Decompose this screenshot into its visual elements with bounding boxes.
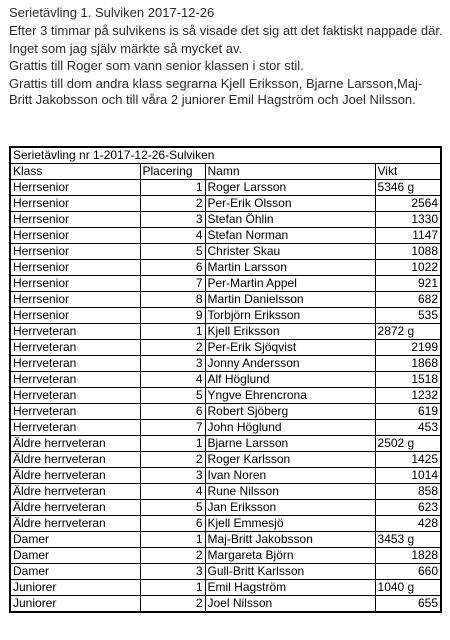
cell-klass: Äldre herrveteran [10, 468, 140, 484]
cell-namn: Alf Höglund [205, 372, 375, 388]
cell-namn: Roger Karlsson [205, 452, 375, 468]
post-line: Efter 3 timmar på sulvikens is så visade det sig att det faktiskt nappade där. [9, 23, 443, 38]
table-row [10, 276, 441, 292]
table-row [10, 452, 441, 468]
cell-vikt: 1330 [375, 212, 441, 228]
cell-klass: Äldre herrveteran [10, 484, 140, 500]
cell-namn: Christer Skau [205, 244, 375, 260]
cell-vikt: 1868 [375, 356, 441, 372]
cell-namn: Martin Danielsson [205, 292, 375, 308]
results-table [9, 146, 442, 613]
cell-placering: 1 [140, 180, 205, 196]
table-row [10, 548, 441, 564]
cell-vikt: 3453 g [375, 532, 441, 548]
cell-klass: Juniorer [10, 580, 140, 596]
cell-vikt: 1022 [375, 260, 441, 276]
cell-placering: 2 [140, 548, 205, 564]
cell-namn: Martin Larsson [205, 260, 375, 276]
cell-vikt: 921 [375, 276, 441, 292]
table-row [10, 340, 441, 356]
post-title: Serietävling 1. Sulviken 2017-12-26 [9, 5, 215, 20]
cell-placering: 6 [140, 404, 205, 420]
cell-klass: Herrveteran [10, 404, 140, 420]
cell-klass: Herrsenior [10, 196, 140, 212]
cell-placering: 6 [140, 260, 205, 276]
table-row [10, 596, 441, 613]
header-vikt: Vikt [375, 164, 441, 180]
cell-namn: Robert Sjöberg [205, 404, 375, 420]
cell-placering: 3 [140, 564, 205, 580]
cell-placering: 7 [140, 276, 205, 292]
cell-placering: 1 [140, 532, 205, 548]
cell-klass: Herrsenior [10, 292, 140, 308]
cell-placering: 4 [140, 484, 205, 500]
table-header-row [10, 164, 441, 180]
cell-placering: 5 [140, 500, 205, 516]
cell-klass: Herrveteran [10, 324, 140, 340]
cell-vikt: 1828 [375, 548, 441, 564]
table-row [10, 420, 441, 436]
table-row [10, 228, 441, 244]
cell-klass: Herrsenior [10, 180, 140, 196]
table-row [10, 372, 441, 388]
cell-placering: 8 [140, 292, 205, 308]
post-line: Grattis till dom andra klass segrarna Kjell Eriksson, Bjarne Larsson,Maj-Britt Jakobsson och till våra 2 juniorer Emil Hagström och Joel Nilsson. [9, 75, 423, 107]
cell-namn: Stefan Öhlin [205, 212, 375, 228]
table-row [10, 532, 441, 548]
header-namn: Namn [205, 164, 375, 180]
cell-namn: Yngve Ehrencrona [205, 388, 375, 404]
header-klass: Klass [10, 164, 140, 180]
cell-klass: Äldre herrveteran [10, 452, 140, 468]
table-row [10, 324, 441, 340]
cell-vikt: 619 [375, 404, 441, 420]
cell-placering: 4 [140, 228, 205, 244]
cell-klass: Herrsenior [10, 228, 140, 244]
table-row [10, 260, 441, 276]
cell-vikt: 1014 [375, 468, 441, 484]
cell-vikt: 1232 [375, 388, 441, 404]
cell-klass: Äldre herrveteran [10, 500, 140, 516]
cell-klass: Herrveteran [10, 356, 140, 372]
cell-namn: Torbjörn Eriksson [205, 308, 375, 324]
cell-klass: Äldre herrveteran [10, 436, 140, 452]
cell-vikt: 2564 [375, 196, 441, 212]
cell-placering: 1 [140, 436, 205, 452]
cell-klass: Damer [10, 532, 140, 548]
cell-klass: Herrsenior [10, 308, 140, 324]
cell-namn: Maj-Britt Jakobsson [205, 532, 375, 548]
cell-placering: 4 [140, 372, 205, 388]
table-row [10, 516, 441, 532]
table-row [10, 468, 441, 484]
cell-placering: 3 [140, 356, 205, 372]
results-table-image [9, 146, 440, 613]
cell-placering: 5 [140, 244, 205, 260]
cell-klass: Herrsenior [10, 244, 140, 260]
table-title: Serietävling nr 1-2017-12-26-Sulviken [10, 147, 375, 164]
table-row [10, 500, 441, 516]
cell-klass: Herrsenior [10, 260, 140, 276]
cell-namn: Emil Hagström [205, 580, 375, 596]
cell-placering: 9 [140, 308, 205, 324]
cell-vikt: 535 [375, 308, 441, 324]
table-row [10, 212, 441, 228]
cell-namn: Rune Nilsson [205, 484, 375, 500]
cell-vikt: 660 [375, 564, 441, 580]
cell-placering: 1 [140, 324, 205, 340]
cell-namn: Kjell Emmesjö [205, 516, 375, 532]
cell-vikt: 2502 g [375, 436, 441, 452]
cell-klass: Herrveteran [10, 388, 140, 404]
cell-placering: 2 [140, 340, 205, 356]
cell-placering: 3 [140, 468, 205, 484]
cell-namn: Per-Erik Sjöqvist [205, 340, 375, 356]
table-row [10, 436, 441, 452]
cell-vikt: 5346 g [375, 180, 441, 196]
cell-klass: Herrveteran [10, 340, 140, 356]
cell-vikt: 623 [375, 500, 441, 516]
cell-vikt: 858 [375, 484, 441, 500]
post-line: Inget som jag själv märkte så mycket av. [9, 40, 243, 56]
cell-vikt: 655 [375, 596, 441, 613]
cell-vikt: 1040 g [375, 580, 441, 596]
cell-vikt: 428 [375, 516, 441, 532]
cell-placering: 1 [140, 580, 205, 596]
cell-placering: 7 [140, 420, 205, 436]
table-row [10, 580, 441, 596]
cell-vikt: 1147 [375, 228, 441, 244]
cell-placering: 2 [140, 196, 205, 212]
cell-vikt: 453 [375, 420, 441, 436]
cell-vikt: 1518 [375, 372, 441, 388]
cell-vikt: 2872 g [375, 324, 441, 340]
cell-namn: Jonny Andersson [205, 356, 375, 372]
cell-placering: 6 [140, 516, 205, 532]
cell-namn: Ivan Noren [205, 468, 375, 484]
cell-placering: 2 [140, 452, 205, 468]
cell-klass: Äldre herrveteran [10, 516, 140, 532]
cell-klass: Herrveteran [10, 372, 140, 388]
cell-namn: Kjell Eriksson [205, 324, 375, 340]
table-row [10, 292, 441, 308]
cell-namn: Margareta Björn [205, 548, 375, 564]
post-line: Grattis till Roger som vann senior klassen i stor stil. [9, 58, 304, 73]
cell-klass: Damer [10, 548, 140, 564]
cell-klass: Herrveteran [10, 420, 140, 436]
table-row [10, 308, 441, 324]
cell-namn: Gull-Britt Karlsson [205, 564, 375, 580]
cell-klass: Herrsenior [10, 276, 140, 292]
cell-placering: 2 [140, 596, 205, 613]
table-title-row [10, 147, 441, 164]
cell-klass: Herrsenior [10, 212, 140, 228]
table-row [10, 356, 441, 372]
table-row [10, 388, 441, 404]
cell-namn: Roger Larsson [205, 180, 375, 196]
cell-klass: Damer [10, 564, 140, 580]
cell-namn: Bjarne Larsson [205, 436, 375, 452]
cell-namn: John Höglund [205, 420, 375, 436]
cell-namn: Stefan Norman [205, 228, 375, 244]
cell-namn: Per-Erik Olsson [205, 196, 375, 212]
cell-vikt: 2199 [375, 340, 441, 356]
table-row [10, 244, 441, 260]
cell-placering: 3 [140, 212, 205, 228]
post-text [9, 5, 445, 109]
cell-namn: Per-Martin Appel [205, 276, 375, 292]
cell-vikt: 1088 [375, 244, 441, 260]
cell-vikt: 1425 [375, 452, 441, 468]
table-row [10, 404, 441, 420]
table-row [10, 484, 441, 500]
cell-placering: 5 [140, 388, 205, 404]
cell-vikt: 682 [375, 292, 441, 308]
table-row [10, 564, 441, 580]
table-row [10, 180, 441, 196]
header-placering: Placering [140, 164, 205, 180]
cell-klass: Juniorer [10, 596, 140, 613]
table-row [10, 196, 441, 212]
cell-namn: Jan Eriksson [205, 500, 375, 516]
cell-namn: Joel Nilsson [205, 596, 375, 613]
